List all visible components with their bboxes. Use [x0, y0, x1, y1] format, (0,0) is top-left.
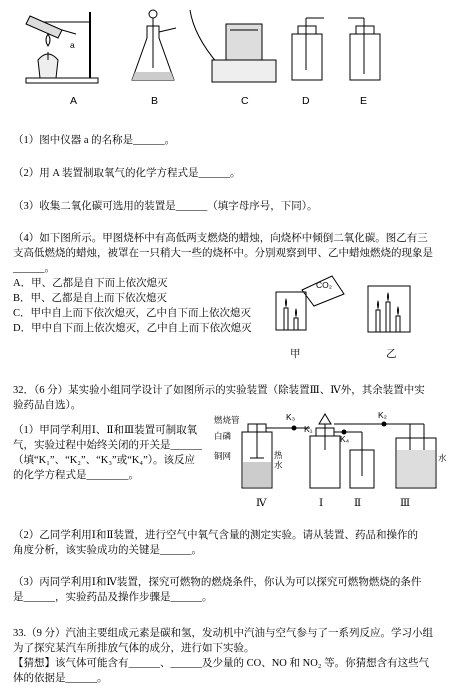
q32-part1-line1: （1）甲同学利用Ⅰ、Ⅱ和Ⅲ装置可制取氧	[13, 425, 198, 436]
label-E: E	[360, 95, 368, 107]
q31-option-c: C．甲中自上而下依次熄灭，乙中自下而上依次熄灭	[13, 308, 252, 319]
q33-line4: 体的依据是______。	[13, 673, 108, 684]
figure-yi	[364, 282, 414, 334]
figure-jia	[272, 272, 352, 334]
label-B: B	[151, 95, 159, 107]
label-copper: 铜网	[214, 451, 232, 461]
label-k1: K₁	[304, 424, 313, 434]
q31-option-b: B．甲、乙都是自上而下依次熄灭	[13, 293, 168, 304]
caption-jia: 甲	[290, 349, 301, 360]
q31-part1: （1）图中仪器 a 的名称是______。	[13, 135, 176, 146]
q32-part1-line4: 的化学方程式是________。	[13, 470, 139, 481]
label-a: a	[70, 40, 75, 50]
q32-apparatus-figure	[214, 410, 452, 490]
q32-intro-line1: 32．（6 分）某实验小组同学设计了如图所示的实验装置（除装置Ⅲ、Ⅳ外，其余装置中实	[13, 385, 425, 396]
label-water: 水	[438, 453, 447, 463]
q31-option-d: D．甲中自下而上依次熄灭，乙中自上而下依次熄灭	[13, 323, 252, 334]
apparatus-C	[188, 6, 280, 86]
label-C: C	[241, 95, 249, 107]
label-I: Ⅰ	[319, 498, 324, 509]
q32-part2-line2: 角度分析，该实验成功的关键是______。	[13, 545, 202, 556]
apparatus-A	[20, 8, 100, 86]
q32-part3-line1: （3）丙同学利用Ⅰ和Ⅳ装置，探究可燃物的燃烧条件，你认为可以探究可燃物燃烧的条件	[13, 577, 422, 588]
co2-label: CO₂	[316, 280, 333, 290]
label-D: D	[302, 95, 310, 107]
q31-part2: （2）用 A 装置制取氧气的化学方程式是______。	[13, 168, 241, 179]
caption-yi: 乙	[386, 349, 397, 360]
label-hot-water: 热水	[274, 450, 283, 470]
label-IV: Ⅳ	[256, 498, 267, 509]
label-spoon: 燃烧管	[214, 415, 240, 425]
q32-part3-line2: 是______，实验药品及操作步骤是______。	[13, 592, 213, 603]
q33-line2: 为了探究某汽车所排放气体的成分，进行如下实验。	[13, 643, 255, 654]
label-k2: K₂	[378, 410, 387, 420]
label-white-p: 白磷	[214, 431, 232, 441]
q31-part4-line3: ______。	[13, 263, 55, 274]
label-III: Ⅲ	[400, 498, 411, 509]
q31-part3: （3）收集二氧化碳可选用的装置是______（填字母序号，下同）。	[13, 201, 318, 212]
q32-part2-line1: （2）乙同学利用Ⅰ和Ⅱ装置，进行空气中氧气含量的测定实验。请从装置、药品和操作的	[13, 530, 419, 541]
label-k4: K₄	[340, 434, 350, 444]
q31-option-a: A．甲、乙都是自下而上依次熄灭	[13, 278, 168, 289]
label-A: A	[70, 95, 78, 107]
q31-part4-line2: 支高低燃烧的蜡烛，被罩在一只稍大一些的烧杯中。分别观察到甲、乙中蜡烛燃烧的现象是	[13, 248, 433, 259]
q32-part1-line3: （填“K₁”、“K₂”、“K₃”或“K₄”）。该反应	[13, 455, 196, 466]
q33-line1: 33.（9 分）汽油主要组成元素是碳和氢，发动机中汽油与空气参与了一系列反应。学习小组	[13, 628, 433, 639]
q33-line3: 【猜想】该气体可能含有______、______及少量的 CO、NO 和 NO₂ 等。你猜想含有这些气	[13, 658, 430, 669]
apparatus-E	[344, 14, 386, 86]
q32-intro-line2: 验药品自选）。	[13, 400, 82, 411]
q31-part4-line1: （4）如下图所示。甲图烧杯中有高低两支燃烧的蜡烛，向烧杯中倾倒二氧化碳。图乙有三	[13, 233, 428, 244]
label-k3: K₃	[286, 412, 296, 422]
label-II: Ⅱ	[354, 498, 362, 509]
apparatus-B	[128, 8, 178, 86]
q32-part1-line2: 气，实验过程中始终关闭的开关是______	[13, 440, 202, 451]
apparatus-D	[284, 14, 328, 86]
